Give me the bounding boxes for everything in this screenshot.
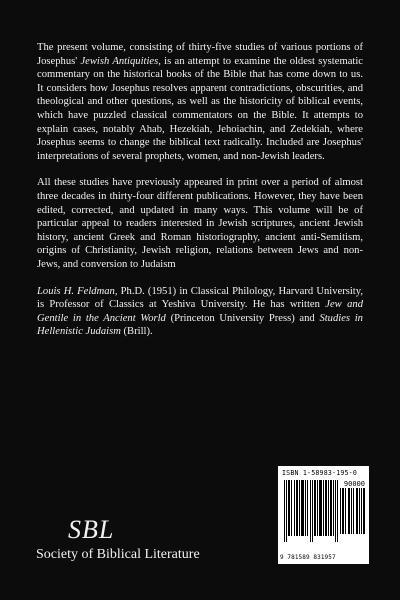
book-title-reference: Jew and Gentile in the Ancient World — [37, 299, 363, 324]
author-bio-text: Ph.D. (1951) in Classical Philology, Harvard University, is Professor of Classics at Yeshiva University. He has written — [37, 285, 364, 311]
book-title-reference: Studies in Hellenistic Judaism — [37, 312, 363, 338]
author-bio-text: (Princeton University Press) and — [165, 312, 320, 324]
sbl-logo: SBL — [68, 515, 115, 544]
description-text-part: is an attempt to examine the oldest systematic commentary on the historical books of the Bible that has come down to us. It considers how Josephus resolves apparent contradictions, obscurities, and theological and other questions, as well as the historicity of biblical events, which have puzzled classical commentators on the Bible. It attempts to explain cases, notably Ahab, Hezekiah, Jehoiachin, and Zedekiah, where Josephus seems to change the biblical text radically. Included are Josephus' interpretations of several prophets, women, and non-Jewish leaders. — [37, 55, 363, 162]
publisher-name: Society of Biblical Literature — [36, 547, 200, 562]
barcode-bars — [284, 480, 338, 542]
barcode-digits: 9 781589 831957 — [280, 554, 336, 561]
description-paragraph-1 — [37, 41, 363, 163]
isbn-label: ISBN 1-58983-195-0 — [282, 469, 358, 477]
description-paragraph-2: All these studies have previously appeared in print over a period of almost three decades in thirty-four different publications. However, they have been edited, corrected, and updated in many ways. This volume will be of particular appeal to readers interested in Jewish scriptures, ancient Jewish history, ancient Greek and Roman historiography, ancient anti-Semitism, origins of Christianity, Jewish religion, relations between Jews and non-Jews, and conversion to Judaism — [37, 177, 363, 270]
author-bio-text: (Brill). — [120, 326, 153, 338]
isbn-barcode — [278, 466, 369, 564]
price-code: 90000 — [343, 480, 365, 488]
price-barcode-bars — [340, 488, 365, 534]
book-title-reference: Jewish Antiquities, — [80, 55, 161, 67]
description-text-part: The present volume, consisting of thirty-five studies of various portions of Josephus' — [37, 42, 363, 67]
author-bio — [37, 285, 363, 339]
author-name: Louis H. Feldman, — [37, 285, 118, 297]
description-text — [37, 41, 363, 352]
